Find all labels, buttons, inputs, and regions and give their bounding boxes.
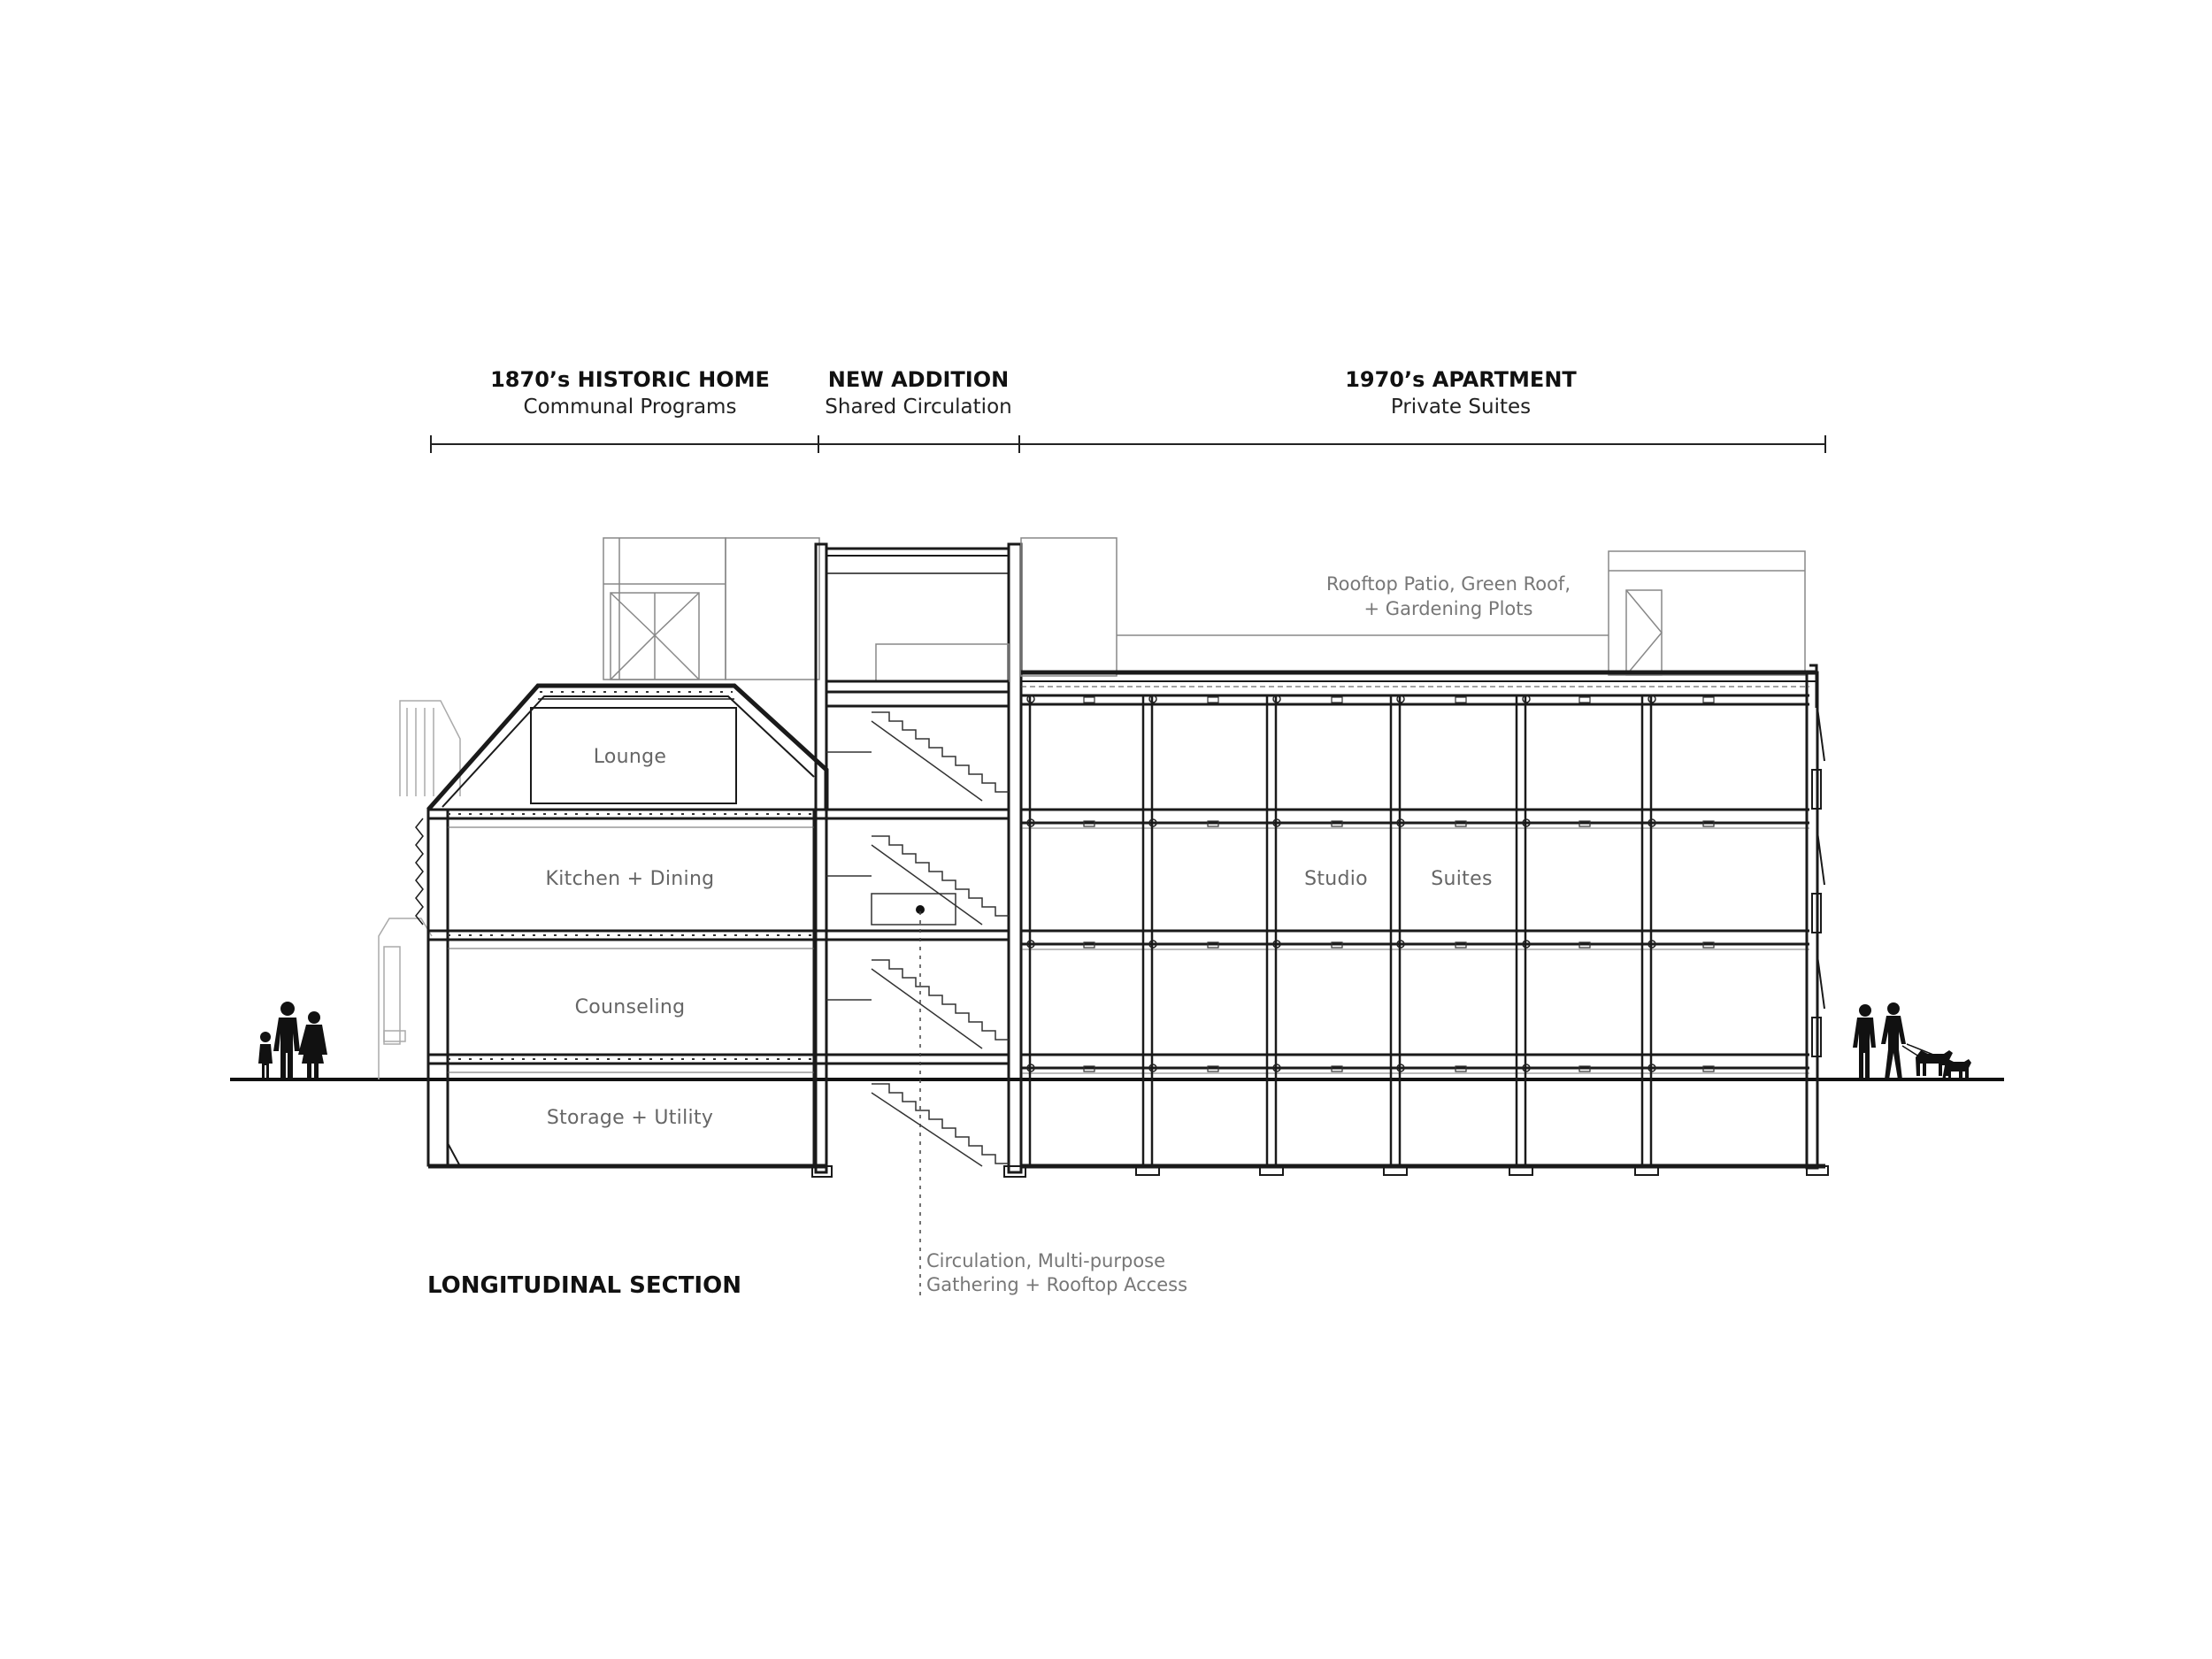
zone-apartment-title: 1970’s APARTMENT bbox=[1345, 367, 1577, 392]
room-lounge: Lounge bbox=[593, 746, 667, 768]
circulation-note-line1: Circulation, Multi-purpose bbox=[926, 1250, 1166, 1271]
zone-historic-title: 1870’s HISTORIC HOME bbox=[490, 367, 770, 392]
room-storage-utility: Storage + Utility bbox=[546, 1107, 714, 1129]
zone-dimension-line bbox=[431, 435, 1825, 453]
new-addition-section bbox=[812, 544, 1025, 1301]
zone-addition-title: NEW ADDITION bbox=[827, 367, 1010, 392]
zone-headings bbox=[490, 367, 1577, 419]
zone-historic-subtitle: Communal Programs bbox=[523, 396, 737, 419]
room-kitchen-dining: Kitchen + Dining bbox=[545, 868, 715, 890]
rooftop-note-line1: Rooftop Patio, Green Roof, bbox=[1326, 573, 1571, 595]
drawing-title: LONGITUDINAL SECTION bbox=[427, 1272, 741, 1299]
rooftop-note-line2: + Gardening Plots bbox=[1363, 598, 1533, 619]
room-counseling: Counseling bbox=[574, 996, 686, 1018]
circulation-note-line2: Gathering + Rooftop Access bbox=[926, 1274, 1188, 1295]
people-silhouettes-left bbox=[258, 1002, 327, 1079]
historic-home-section bbox=[379, 538, 826, 1166]
label-suites: Suites bbox=[1431, 868, 1493, 890]
people-dogs-silhouettes-right bbox=[1853, 1002, 1971, 1080]
zone-addition-subtitle: Shared Circulation bbox=[825, 396, 1012, 419]
zone-apartment-subtitle: Private Suites bbox=[1390, 396, 1532, 419]
label-studio: Studio bbox=[1304, 868, 1368, 890]
